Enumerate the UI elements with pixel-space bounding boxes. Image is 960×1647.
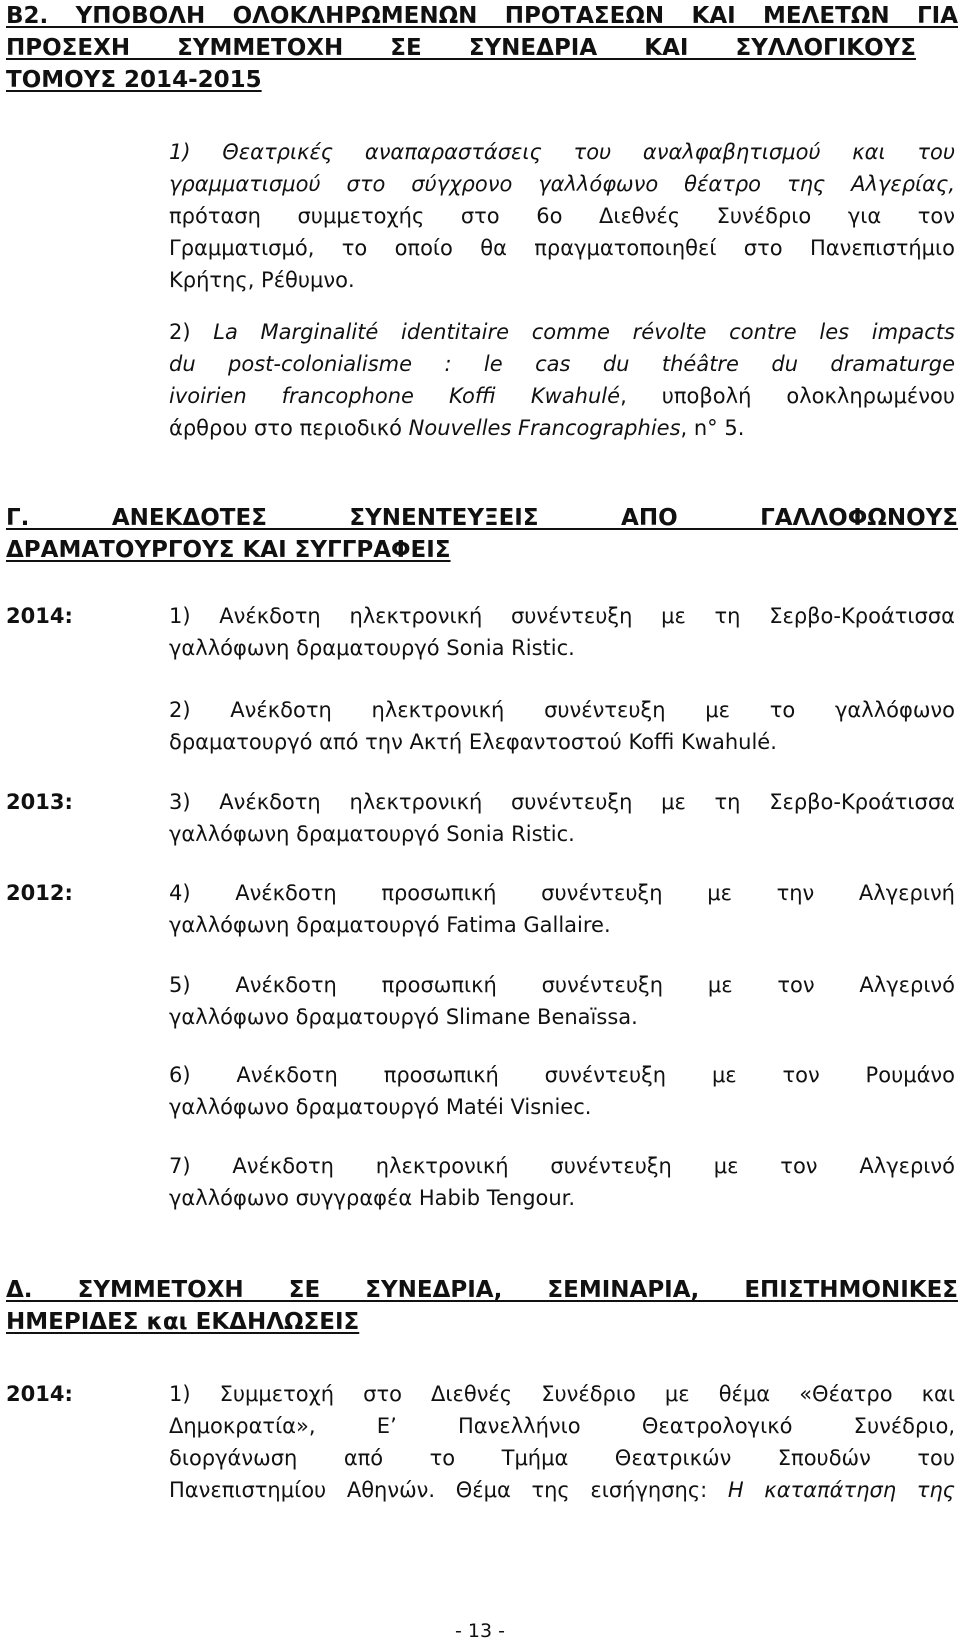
paragraph-text: Πανεπιστημίου Αθηνών. Θέμα της εισήγησης: [169,1478,728,1502]
paragraph-line [169,316,955,348]
heading-line: ΔΡΑΜΑΤΟΥΡΓΟΥΣ ΚΑΙ ΣΥΓΓΡΑΦΕΙΣ [6,537,451,563]
paragraph-line: 7) Ανέκδοτη ηλεκτρονική συνέντευξη με τον Αλγερινό [169,1154,955,1178]
heading-line: Γ. ΑΝΕΚΔΟΤΕΣ ΣΥΝΕΝΤΕΥΞΕΙΣ ΑΠΟ ΓΑΛΛΟΦΩΝΟΥΣ [6,505,958,531]
year-label: 2012: [6,881,73,905]
paragraph-line: 5) Ανέκδοτη προσωπική συνέντευξη με τον Αλγερινό [169,973,955,997]
paragraph-line [169,1474,955,1506]
paragraph-line: γαλλόφωνη δραματουργό Sonia Ristic. [169,822,575,846]
paragraph-text: , n° 5. [680,416,745,440]
paragraph-line: 6) Ανέκδοτη προσωπική συνέντευξη με τον Ρουμάνο [169,1063,955,1087]
g-item-4 [169,877,955,941]
section-d-heading [6,1274,958,1338]
paragraph-line [169,380,955,412]
paragraph-line: Κρήτης, Ρέθυμνο. [169,268,355,292]
article-title: du post-colonialisme : le cas du théâtre du dramaturge [169,352,955,376]
journal-title: Nouvelles Francographies [408,416,681,440]
paragraph-line: πρόταση συμμετοχής στο 6ο Διεθνές Συνέδριο για τον [169,204,955,228]
g-item-5 [169,969,955,1033]
paragraph-line [169,412,955,444]
g-item-1 [169,600,955,664]
item-number: 2) [169,320,191,344]
paragraph-line: γαλλόφωνη δραματουργό Sonia Ristic. [169,636,575,660]
year-label: 2014: [6,604,73,628]
g-item-2 [169,694,955,758]
section-g-heading [6,502,958,566]
heading-line: Β2. ΥΠΟΒΟΛΗ ΟΛΟΚΛΗΡΩΜΕΝΩΝ ΠΡΟΤΑΣΕΩΝ ΚΑΙ ΜΕΛΕΤΩΝ ΓΙΑ [6,3,958,29]
heading-line: Δ. ΣΥΜΜΕΤΟΧΗ ΣΕ ΣΥΝΕΔΡΙΑ, ΣΕΜΙΝΑΡΙΑ, ΕΠΙΣΤΗΜΟΝΙΚΕΣ [6,1277,958,1303]
paragraph-line: γαλλόφωνη δραματουργό Fatima Gallaire. [169,913,611,937]
paragraph-line: γραμματισμού στο σύγχρονο γαλλόφωνο θέατρο της Αλγερίας, [169,172,955,196]
section-b2-heading [6,0,958,96]
paragraph-line: 1) Ανέκδοτη ηλεκτρονική συνέντευξη με τη Σερβο-Κροάτισσα [169,604,955,628]
paragraph-line: 1) Συμμετοχή στο Διεθνές Συνέδριο με θέμα «Θέατρο και [169,1382,955,1406]
paragraph-line: γαλλόφωνο δραματουργό Matéi Visniec. [169,1095,592,1119]
paragraph-line: 4) Ανέκδοτη προσωπική συνέντευξη με την Αλγερινή [169,881,955,905]
d-item-1 [169,1378,955,1506]
paragraph-text: άρθρου στο περιοδικό [169,416,409,440]
g-item-3 [169,786,955,850]
b2-item-2 [169,316,955,444]
g-item-7 [169,1150,955,1214]
page-number: - 13 - [455,1620,505,1642]
paragraph-line: Δημοκρατία», Ε’ Πανελλήνιο Θεατρολογικό Συνέδριο, [169,1414,955,1438]
paragraph-line: 3) Ανέκδοτη ηλεκτρονική συνέντευξη με τη Σερβο-Κροάτισσα [169,790,955,814]
g-item-6 [169,1059,955,1123]
heading-line: ΠΡΟΣΕΧΗ ΣΥΜΜΕΤΟΧΗ ΣΕ ΣΥΝΕΔΡΙΑ ΚΑΙ ΣΥΛΛΟΓΙΚΟΥΣ [6,35,916,61]
year-label: 2014: [6,1382,73,1406]
year-label: 2013: [6,790,73,814]
heading-line: ΗΜΕΡΙΔΕΣ και ΕΚΔΗΛΩΣΕΙΣ [6,1309,360,1335]
paragraph-line: γαλλόφωνο συγγραφέα Habib Tengour. [169,1186,576,1210]
article-title: ivoirien francophone Koffi Kwahulé [169,384,621,408]
paragraph-line: 2) Ανέκδοτη ηλεκτρονική συνέντευξη με το γαλλόφωνο [169,698,955,722]
paragraph-text: , υποβολή ολοκληρωμένου [620,384,955,408]
b2-item-1 [169,136,955,296]
paragraph-line: Γραμματισμό, το οποίο θα πραγματοποιηθεί στο Πανεπιστήμιο [169,236,955,260]
paragraph-line: γαλλόφωνο δραματουργό Slimane Benaïssa. [169,1005,638,1029]
paragraph-line: 1) Θεατρικές αναπαραστάσεις του αναλφαβητισμού και του [169,140,955,164]
talk-title: Η καταπάτηση της [727,1478,955,1502]
article-title: La Marginalité identitaire comme révolte contre les impacts [213,320,955,344]
heading-line: ΤΟΜΟΥΣ 2014-2015 [6,67,262,93]
paragraph-line: δραματουργό από την Ακτή Ελεφαντοστού Koffi Kwahulé. [169,730,777,754]
paragraph-line: διοργάνωση από το Τμήμα Θεατρικών Σπουδών του [169,1446,955,1470]
